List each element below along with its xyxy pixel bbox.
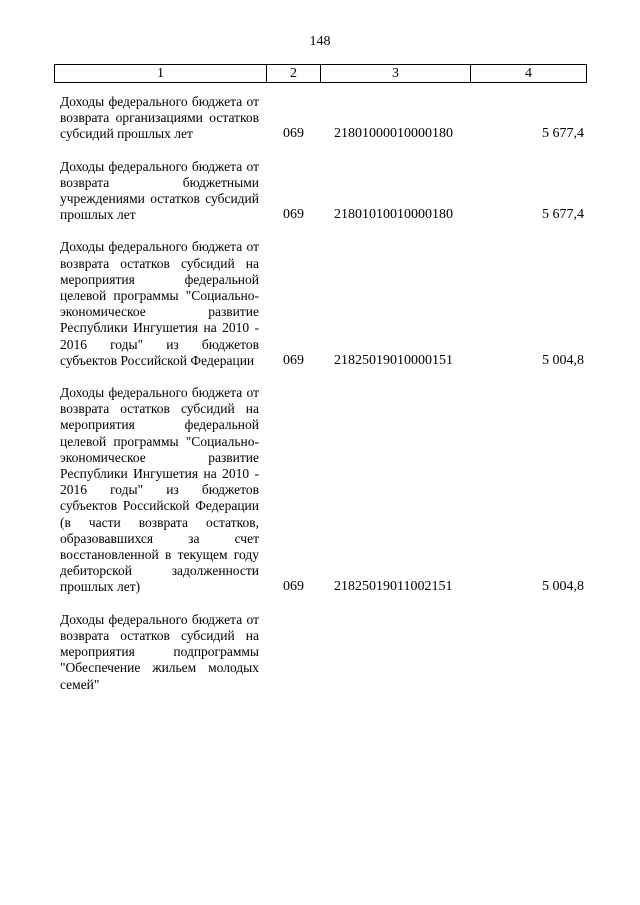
table-row	[0, 239, 640, 369]
table-body	[0, 94, 640, 709]
row-admin-code: 069	[283, 352, 304, 368]
row-budget-code: 21825019011002151	[334, 579, 453, 595]
row-admin-code: 069	[283, 579, 304, 595]
row-description: Доходы федерального бюджета от возврата остатков субсидий на мероприятия федеральной целевой программы "Социально-экономическое развитие Республики Ингушетия на 2010 - 2016 годы" из бюджетов субъектов Российской Федерации	[60, 239, 259, 368]
table-row	[0, 159, 640, 224]
row-amount: 5 004,8	[542, 352, 584, 368]
row-description: Доходы федерального бюджета от возврата организациями остатков субсидий прошлых лет	[60, 94, 259, 142]
row-budget-code: 21801010010000180	[334, 207, 453, 223]
column-header-1: 1	[55, 65, 267, 83]
row-amount: 5 004,8	[542, 579, 584, 595]
row-amount: 5 677,4	[542, 126, 584, 142]
row-amount: 5 677,4	[542, 207, 584, 223]
table-row	[0, 385, 640, 596]
row-budget-code: 21801000010000180	[334, 126, 453, 142]
column-header-table	[54, 64, 587, 83]
row-admin-code: 069	[283, 126, 304, 142]
page-number: 148	[309, 34, 331, 49]
row-admin-code: 069	[283, 207, 304, 223]
table-row	[0, 94, 640, 143]
row-description: Доходы федерального бюджета от возврата остатков субсидий на мероприятия подпрограммы "Обеспечение жильем молодых семей"	[60, 611, 259, 692]
column-header-row	[55, 65, 587, 83]
column-header-2: 2	[267, 65, 321, 83]
table-row	[0, 612, 640, 693]
column-header-3: 3	[321, 65, 471, 83]
row-description: Доходы федерального бюджета от возврата остатков субсидий на мероприятия федеральной целевой программы "Социально-экономическое развитие Республики Ингушетия на 2010 - 2016 годы" из бюджетов субъектов Российской Федерации (в части возврата остатков, образовавшихся за счет восстановленной в текущем году дебиторской задолженности прошлых лет)	[60, 385, 259, 595]
row-description: Доходы федерального бюджета от возврата бюджетными учреждениями остатков субсидий прошлых лет	[60, 158, 259, 223]
row-budget-code: 21825019010000151	[334, 352, 453, 368]
column-header-4: 4	[471, 65, 587, 83]
